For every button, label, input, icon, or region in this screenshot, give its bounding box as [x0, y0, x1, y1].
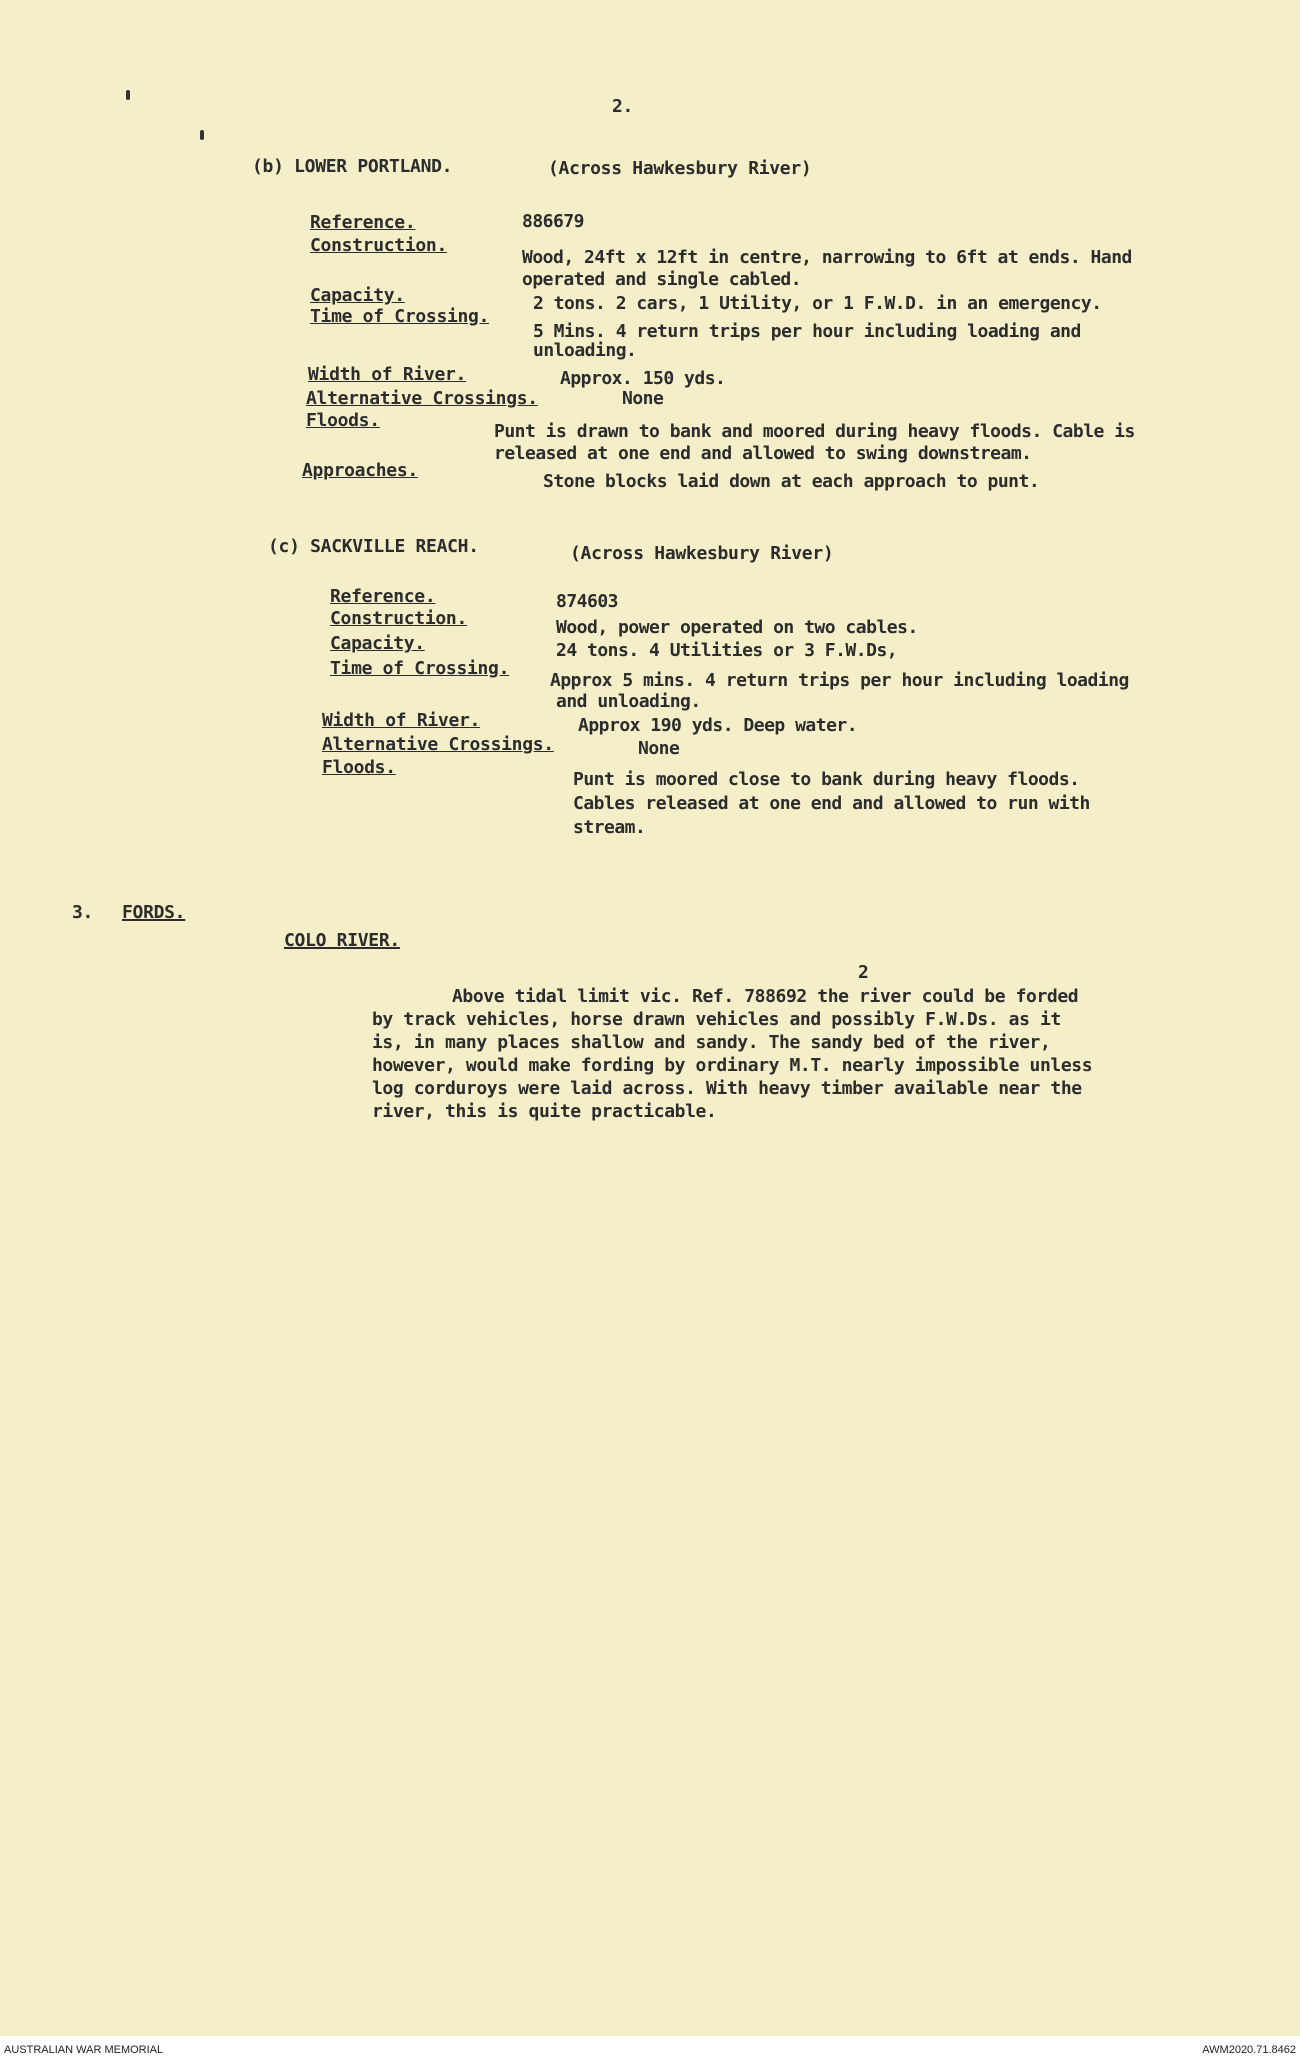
paragraph-line: log corduroys were laid across. With heavy timber available near the — [372, 1078, 1082, 1099]
section-c-subtitle: (Across Hawkesbury River) — [570, 543, 834, 564]
pencil-mark — [200, 130, 204, 140]
row-value: 24 tons. 4 Utilities or 3 F.W.Ds, — [556, 640, 898, 661]
paragraph-line: is, in many places shallow and sandy. The sandy bed of the river, — [372, 1032, 1051, 1053]
row-label: Width of River. — [322, 710, 481, 731]
row-label: Floods. — [306, 410, 380, 431]
row-label: Construction. — [330, 608, 467, 629]
row-label: Construction. — [310, 235, 447, 256]
row-label: Alternative Crossings. — [306, 388, 538, 409]
row-label: Reference. — [330, 586, 436, 607]
row-value: 874603 — [556, 591, 619, 612]
row-value: Wood, power operated on two cables. — [556, 617, 918, 638]
row-value: Approx 190 yds. Deep water. — [578, 715, 858, 736]
paragraph-line: river, this is quite practicable. — [372, 1101, 717, 1122]
section-3-subheading: COLO RIVER. — [284, 930, 400, 951]
footer-left: AUSTRALIAN WAR MEMORIAL — [4, 2044, 164, 2056]
row-label: Capacity. — [330, 633, 425, 654]
row-value: 2 tons. 2 cars, 1 Utility, or 1 F.W.D. in an emergency. — [533, 293, 1102, 314]
row-value: 886679 — [522, 211, 585, 232]
row-value: Stone blocks laid down at each approach to punt. — [543, 471, 1040, 492]
section-b-subtitle: (Across Hawkesbury River) — [548, 158, 812, 179]
page-number: 2. — [612, 96, 634, 117]
row-label: Width of River. — [308, 364, 467, 385]
row-value: Punt is moored close to bank during heavy floods. — [573, 769, 1080, 790]
paragraph-line: by track vehicles, horse drawn vehicles and possibly F.W.Ds. as it — [372, 1009, 1061, 1030]
footer-right: AWM2020.71.8462 — [1202, 2044, 1296, 2056]
row-value: None — [622, 388, 664, 409]
row-value: Approx. 150 yds. — [560, 368, 726, 389]
row-value: stream. — [573, 817, 646, 838]
row-label: Capacity. — [310, 285, 405, 306]
pencil-mark — [126, 90, 130, 100]
row-label: Alternative Crossings. — [322, 734, 554, 755]
row-value: None — [638, 738, 680, 759]
row-value: and unloading. — [556, 691, 701, 712]
row-label: Time of Crossing. — [330, 658, 510, 679]
row-value: Cables released at one end and allowed to run with — [573, 793, 1090, 814]
row-label: Reference. — [310, 212, 416, 233]
row-value: released at one end and allowed to swing downstream. — [494, 443, 1032, 464]
row-value: Approx 5 mins. 4 return trips per hour including loading — [550, 670, 1129, 691]
row-label: Approaches. — [302, 460, 418, 481]
row-value: Wood, 24ft x 12ft in centre, narrowing to 6ft at ends. Hand — [522, 247, 1132, 268]
insert-mark: 2 — [858, 962, 869, 983]
section-3-number: 3. — [72, 902, 94, 923]
row-value: 5 Mins. 4 return trips per hour including loading and — [533, 321, 1081, 342]
section-c-heading: (c) SACKVILLE REACH. — [268, 536, 479, 557]
section-3-heading: FORDS. — [122, 902, 186, 923]
paragraph-line: however, would make fording by ordinary M.T. nearly impossible unless — [372, 1055, 1093, 1076]
row-label: Time of Crossing. — [310, 306, 490, 327]
section-b-heading: (b) LOWER PORTLAND. — [252, 156, 453, 177]
row-label: Floods. — [322, 757, 396, 778]
row-value: Punt is drawn to bank and moored during heavy floods. Cable is — [494, 421, 1135, 442]
row-value: operated and single cabled. — [522, 269, 802, 290]
row-value: unloading. — [533, 340, 637, 361]
paragraph-line: Above tidal limit vic. Ref. 788692 the river could be forded — [452, 986, 1079, 1007]
